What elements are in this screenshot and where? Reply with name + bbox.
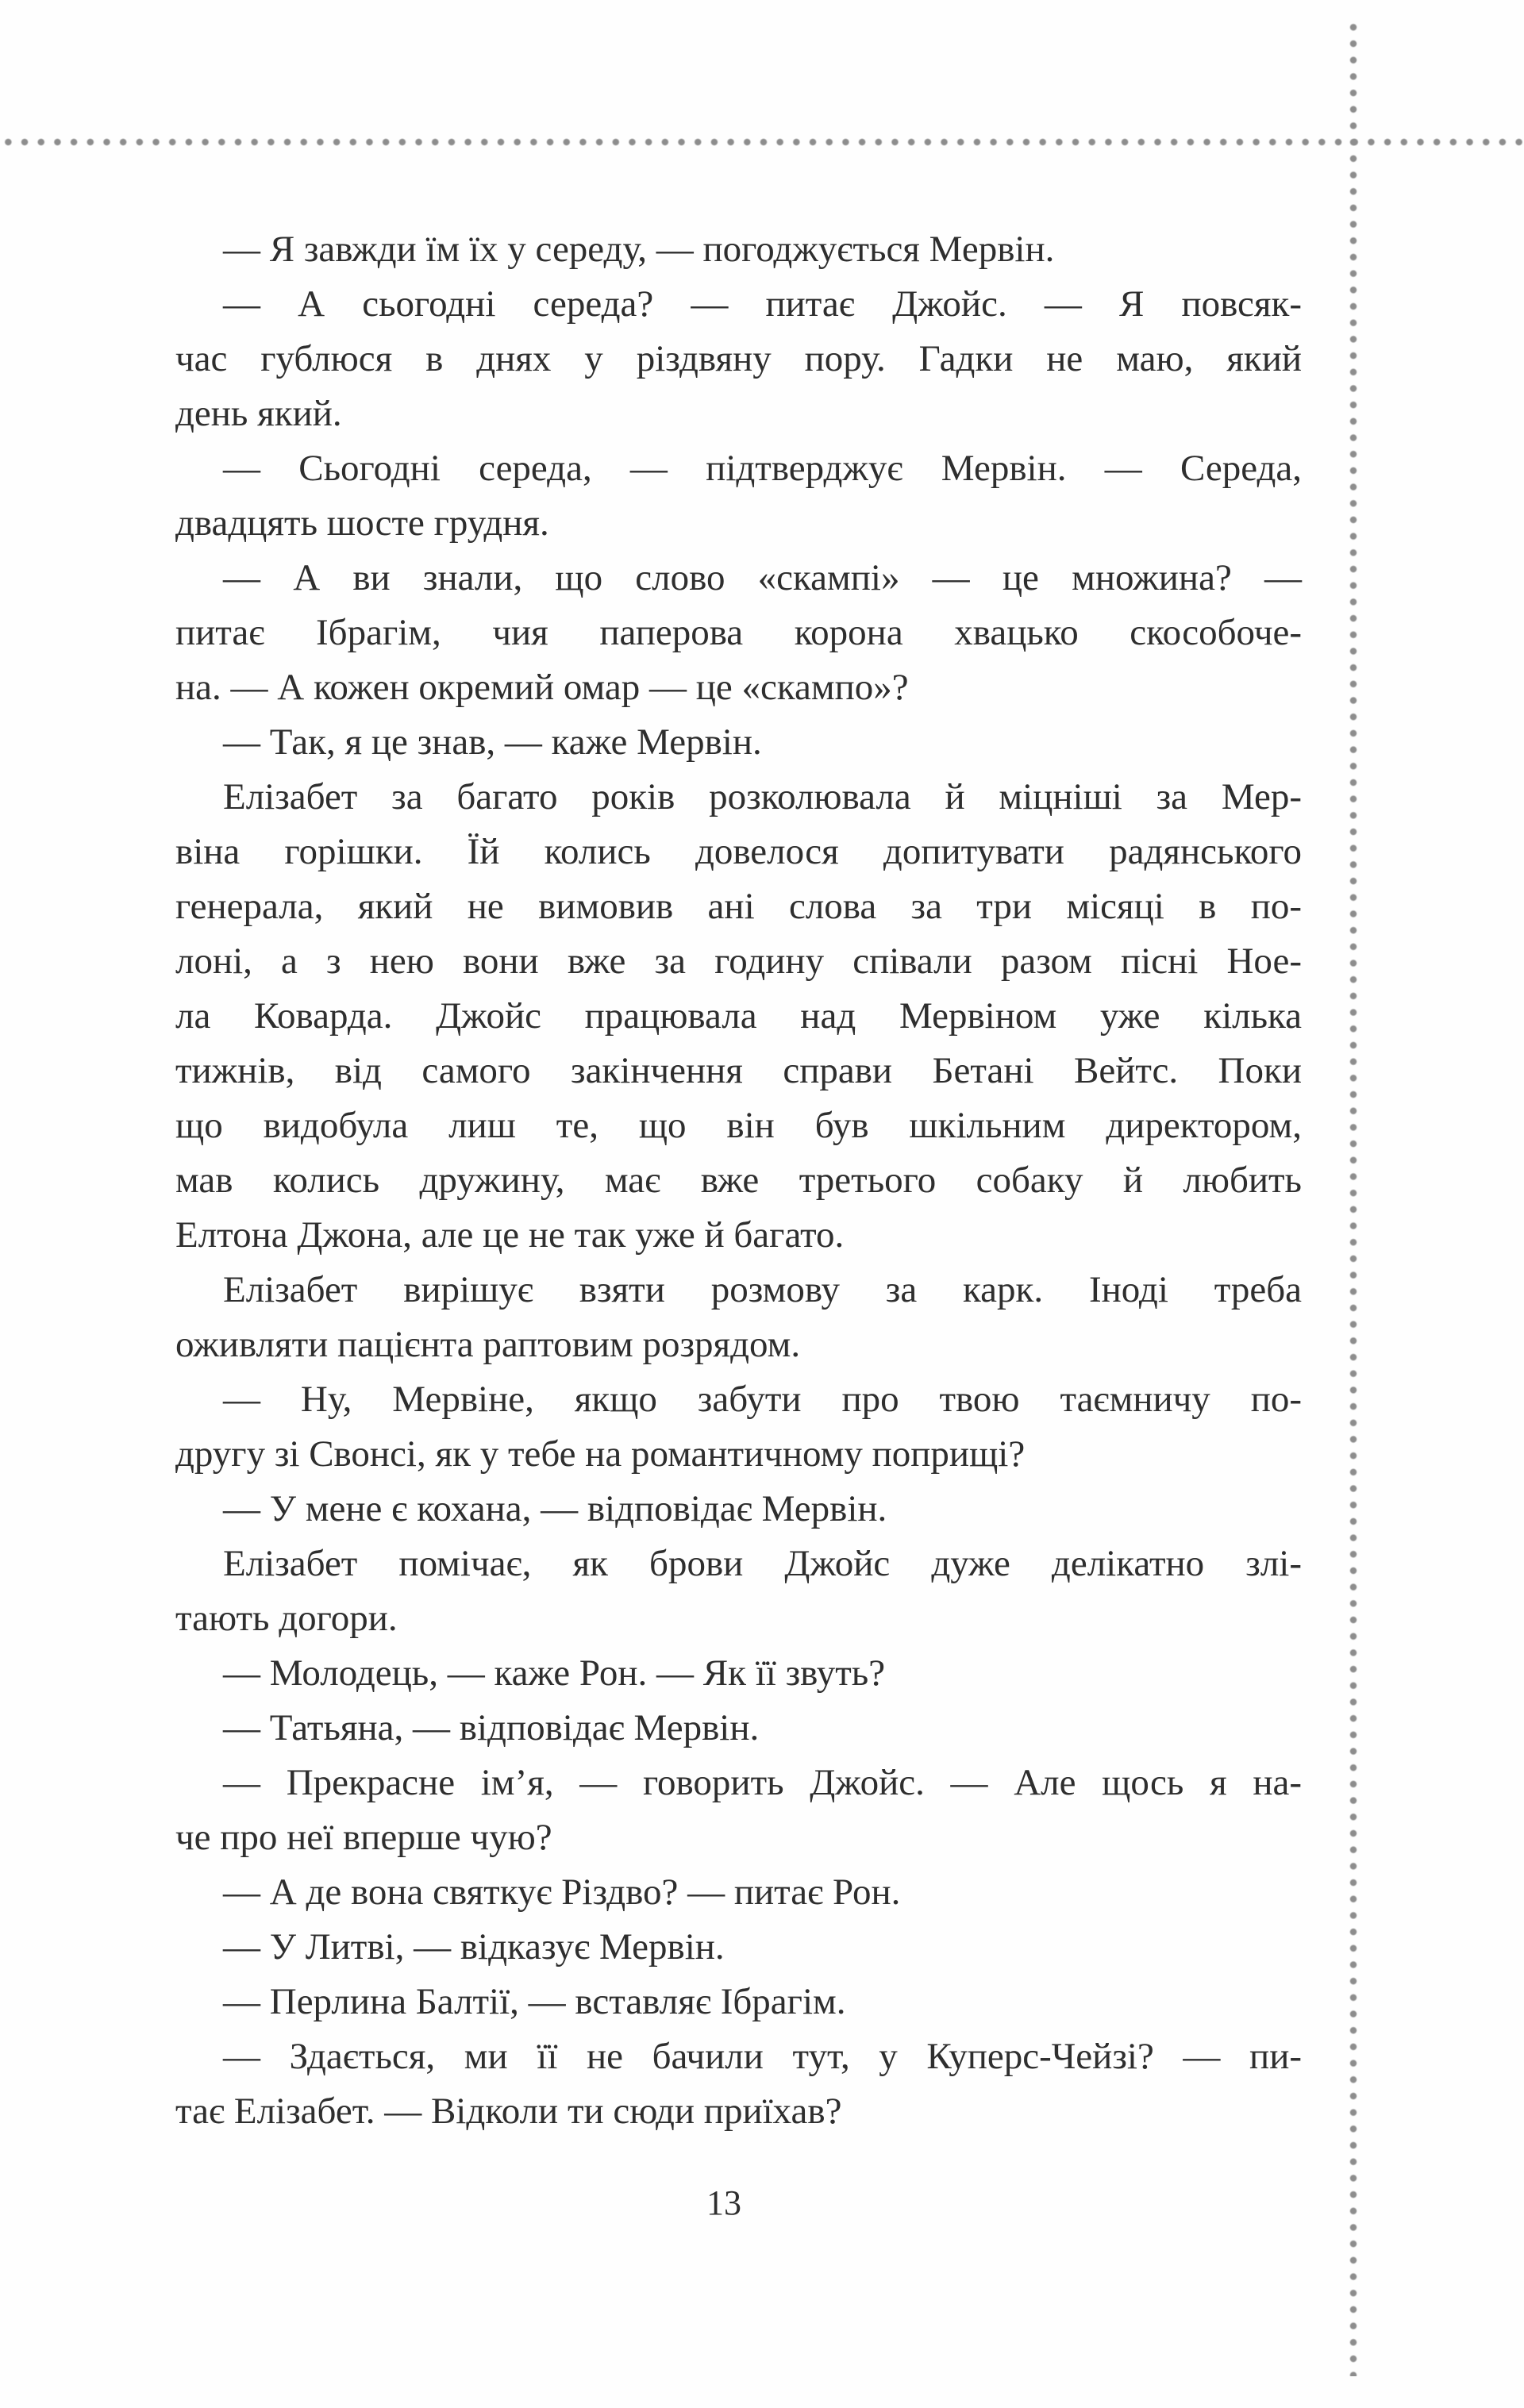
text-line: — Перлина Балтії, — вставляє Ібрагім.: [223, 1981, 846, 2022]
text-line: — А ви знали, що слово «скампі» — це множина? —: [223, 557, 1302, 598]
text-line: день який.: [175, 393, 342, 434]
text-line: віна горішки. Їй колись довелося допитувати радянського: [175, 831, 1302, 872]
text-line: тають догори.: [175, 1598, 398, 1639]
text-line: тижнів, від самого закінчення справи Бетані Вейтс. Поки: [175, 1050, 1302, 1091]
text-line: — Здається, ми її не бачили тут, у Куперс-Чейзі? — пи-: [223, 2036, 1302, 2077]
text-line: ла Коварда. Джойс працювала над Мервіном уже кілька: [175, 995, 1302, 1037]
text-line: че про неї вперше чую?: [175, 1817, 552, 1858]
text-line: — Татьяна, — відповідає Мервін.: [223, 1707, 760, 1748]
page-number: 13: [706, 2183, 741, 2222]
text-line: — У мене є кохана, — відповідає Мервін.: [223, 1488, 887, 1529]
text-line: другу зі Свонсі, як у тебе на романтичному поприщі?: [175, 1433, 1026, 1475]
text-line: двадцять шосте грудня.: [175, 502, 549, 544]
body-text: [175, 222, 1302, 2139]
text-line: що видобула лиш те, що він був шкільним директором,: [175, 1105, 1302, 1146]
text-line: питає Ібрагім, чия паперова корона хвацько скособоче-: [175, 612, 1302, 653]
text-line: Елізабет помічає, як брови Джойс дуже делікатно злі-: [223, 1543, 1302, 1584]
text-line: Елізабет вирішує взяти розмову за карк. Іноді треба: [223, 1269, 1302, 1310]
trim-mark-vertical-dotted-line: [1349, 19, 1357, 2376]
text-line: тає Елізабет. — Відколи ти сюди приїхав?: [175, 2091, 842, 2132]
text-line: — Молодець, — каже Рон. — Як її звуть?: [223, 1652, 886, 1694]
text-line: генерала, який не вимовив ані слова за три місяці в по-: [175, 886, 1302, 927]
text-line: — А де вона святкує Різдво? — питає Рон.: [223, 1871, 901, 1913]
text-line: — Прекрасне ім’я, — говорить Джойс. — Але щось я на-: [223, 1762, 1302, 1803]
text-line: на. — А кожен окремий омар — це «скампо»?: [175, 667, 909, 708]
trim-mark-horizontal-dotted-line: [0, 138, 1524, 146]
text-line: — У Литві, — відказує Мервін.: [223, 1926, 725, 1968]
text-line: — Ну, Мервіне, якщо забути про твою таємничу по-: [223, 1379, 1302, 1420]
text-line: оживляти пацієнта раптовим розрядом.: [175, 1324, 801, 1365]
text-line: мав колись дружину, має вже третього собаку й любить: [175, 1160, 1302, 1201]
text-line: — А сьогодні середа? — питає Джойс. — Я повсяк-: [223, 283, 1302, 325]
text-line: Елізабет за багато років розколювала й міцніші за Мер-: [223, 776, 1302, 817]
text-line: — Я завжди їм їх у середу, — погоджується Мервін.: [223, 229, 1055, 270]
text-line: Елтона Джона, але це не так уже й багато.: [175, 1214, 845, 1256]
text-line: — Сьогодні середа, — підтверджує Мервін. — Середа,: [223, 448, 1302, 489]
text-line: час гублюся в днях у різдвяну пору. Гадки не маю, який: [175, 338, 1302, 379]
text-line: — Так, я це знав, — каже Мервін.: [223, 721, 762, 763]
text-line: лоні, а з нею вони вже за годину співали разом пісні Ное-: [175, 941, 1302, 982]
